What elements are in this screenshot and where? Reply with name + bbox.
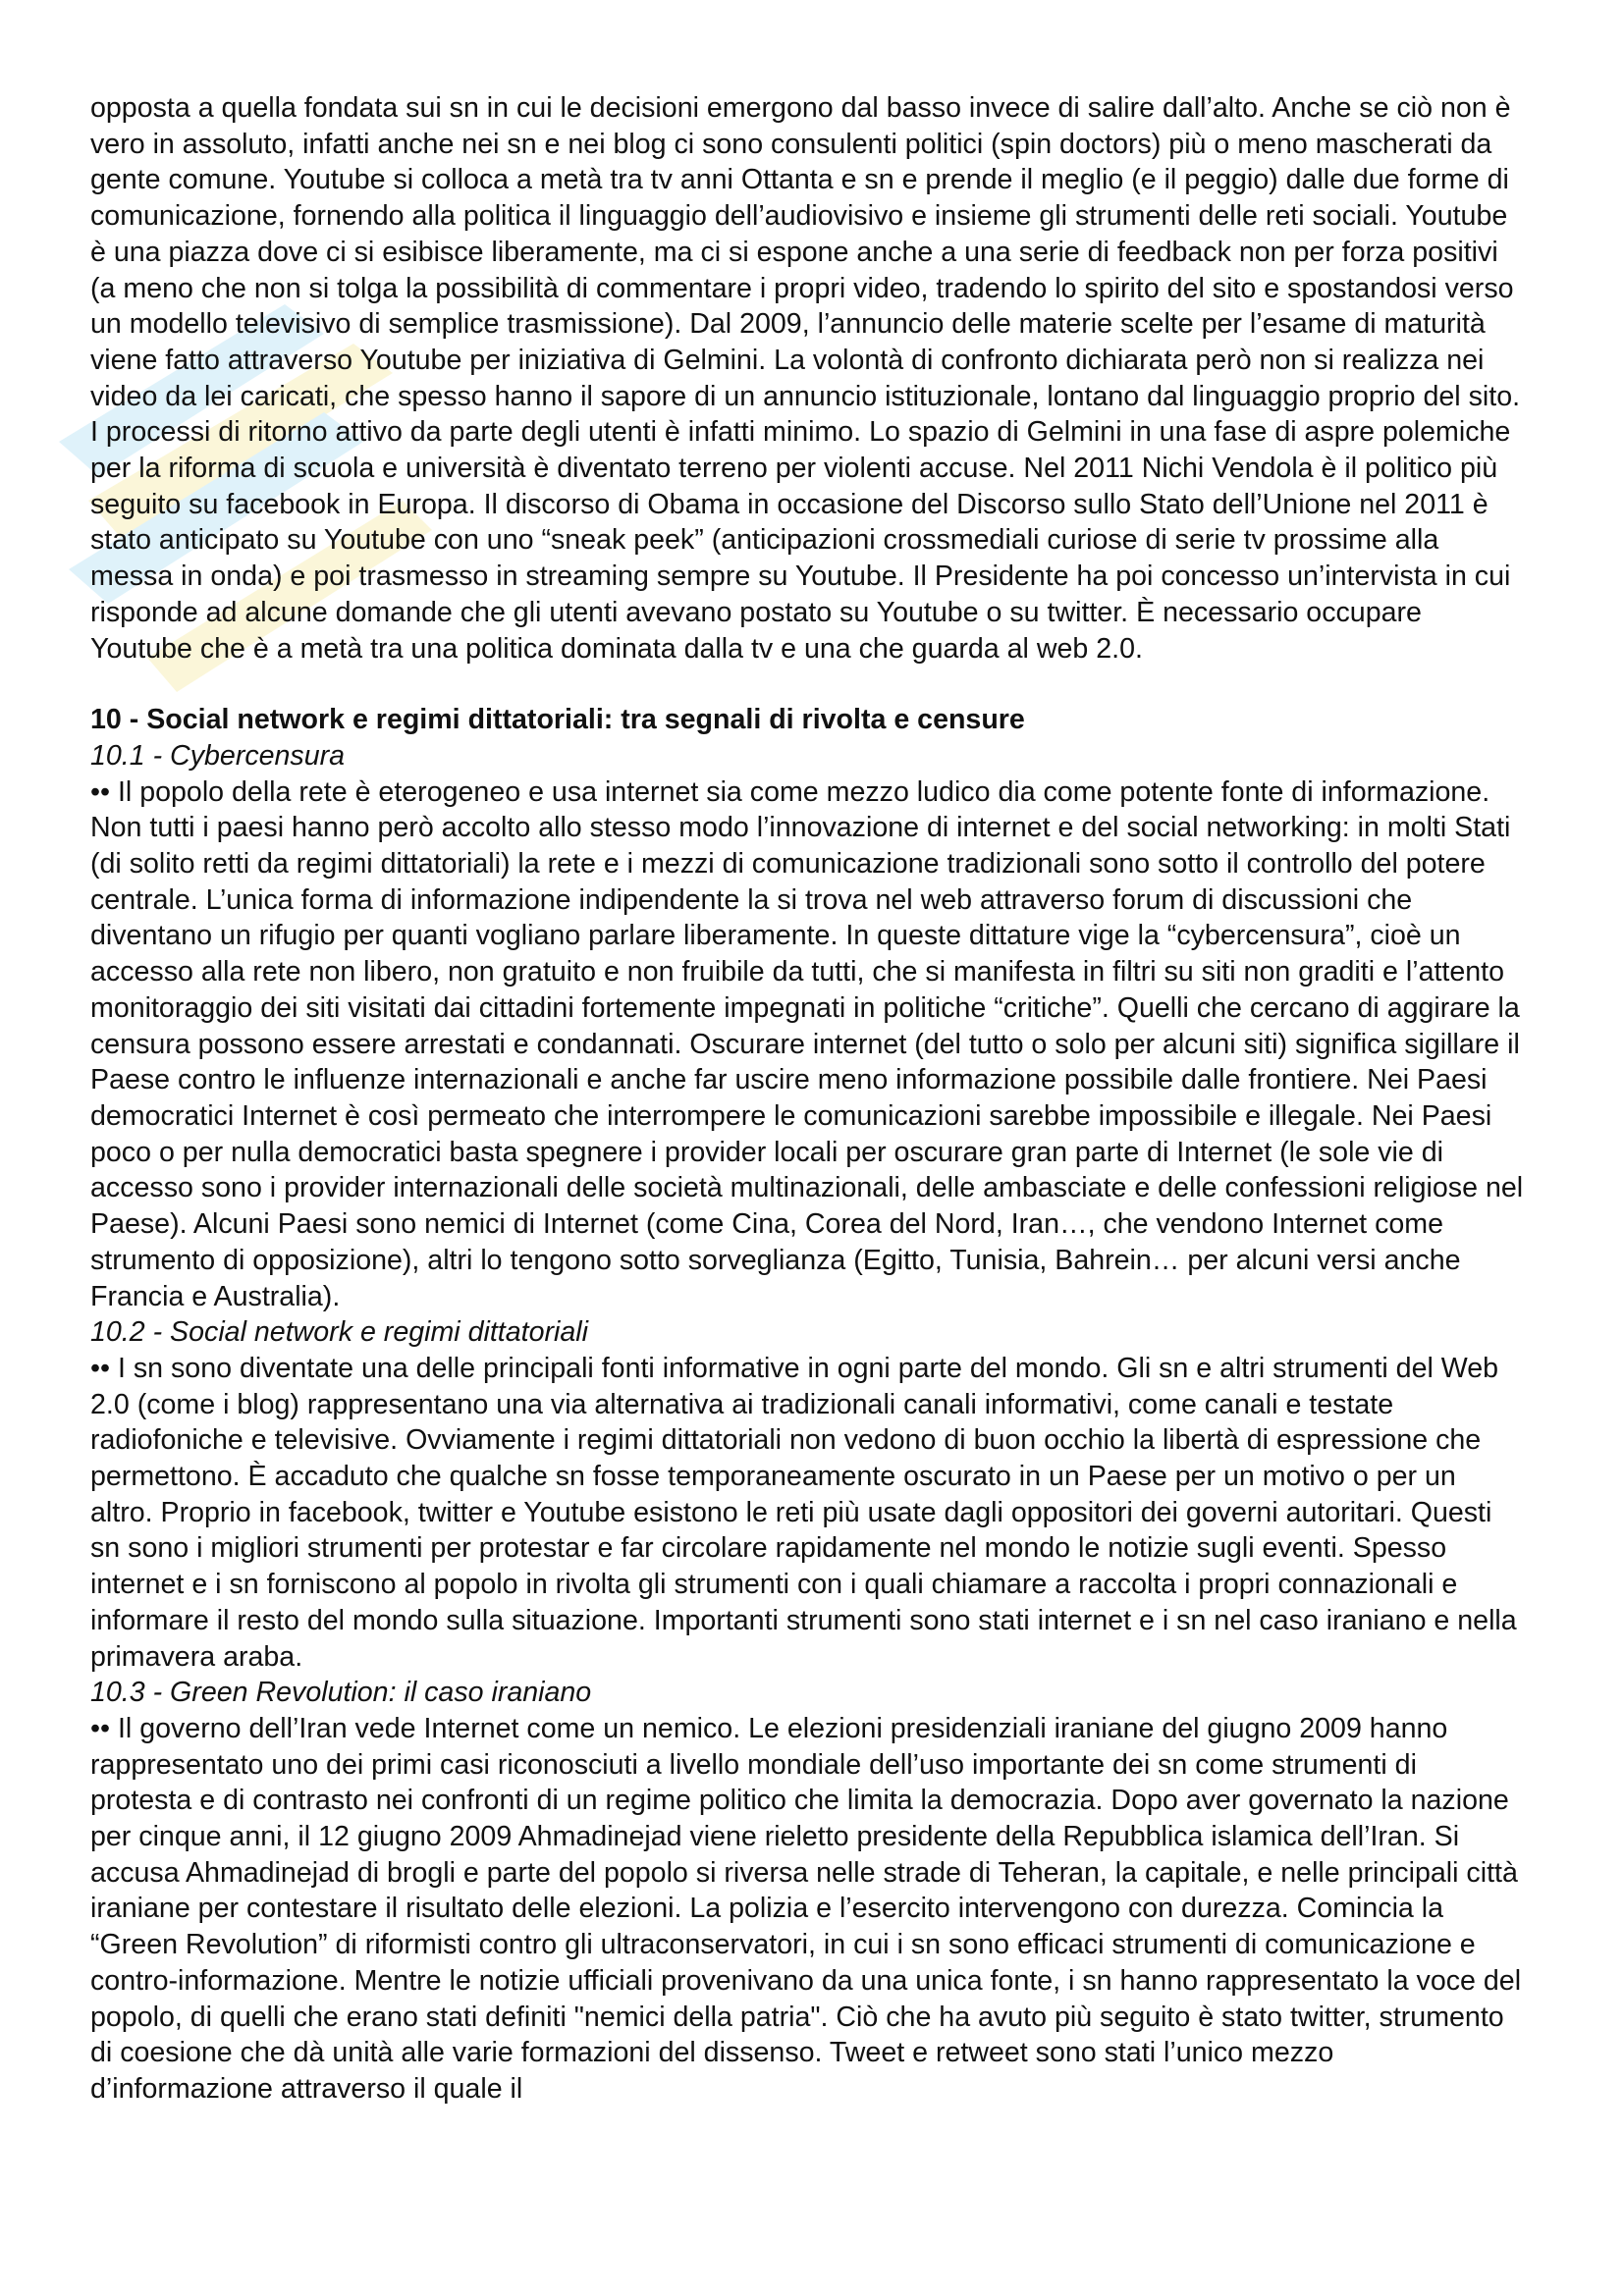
section-title: 10 - Social network e regimi dittatoriali: tra segnali di rivolta e censure [90, 704, 1025, 736]
subsection-body-social-network: •• I sn sono diventate una delle principali fonti informative in ogni parte del mondo. Gli sn e altri strumenti del Web 2.0 (come i blog) rappresentano una via alternativa ai tradizionali canali informativi, come canali e testate radiofoniche e televisive. Ovviamente i regimi dittatoriali non vedono di buon occhio la libertà di espressione che permettono. È accaduto che qualche sn fosse temporaneamente oscurato in un Paese per un motivo o per un altro. Proprio in facebook, twitter e Youtube esistono le reti più usate dagli oppositori dei governi autoritari. Questi sn sono i migliori strumenti per protestar e far circolare rapidamente nel mondo le notizie sugli eventi. Spesso internet e i sn forniscono al popolo in rivolta gli strumenti con i quali chiamare a raccolta i propri connazionali e informare il resto del mondo sulla situazione. Importanti strumenti sono stati internet e i sn nel caso iraniano e nella primavera araba. [90, 1352, 1517, 1673]
paragraph-gap [90, 667, 1524, 702]
subsection-title-green-revolution: 10.3 - Green Revolution: il caso iraniano [90, 1677, 592, 1709]
document-page [90, 90, 1524, 2108]
subsection-body-cybercensura: •• Il popolo della rete è eterogeneo e usa internet sia come mezzo ludico dia come potente fonte di informazione. Non tutti i paesi hanno però accolto allo stesso modo l’innovazione di internet e del social networking: in molti Stati (di solito retti da regimi dittatoriali) la rete e i mezzi di comunicazione tradizionali sono sotto il controllo del potere centrale. L’unica forma di informazione indipendente la si trova nel web attraverso forum di discussioni che diventano un rifugio per quanti vogliano parlare liberamente. In queste dittature vige la “cybercensura”, cioè un accesso alla rete non libero, non gratuito e non fruibile da tutti, che si manifesta in filtri su siti non graditi e l’attento monitoraggio dei siti visitati dai cittadini fortemente impegnati in politiche “critiche”. Quelli che cercano di aggirare la censura possono essere arrestati e condannati. Oscurare internet (del tutto o solo per alcuni siti) significa sigillare il Paese contro le influenze internazionali e anche far uscire meno informazione possibile dalle frontiere. Nei Paesi democratici Internet è così permeato che interrompere le comunicazioni sarebbe impossibile e illegale. Nei Paesi poco o per nulla democratici basta spegnere i provider locali per oscurare gran parte di Internet (le sole vie di accesso sono i provider internazionali delle società multinazionali, delle ambasciate e delle confessioni religiose nel Paese). Alcuni Paesi sono nemici di Internet (come Cina, Corea del Nord, Iran…, che vendono Internet come strumento di opposizione), altri lo tengono sotto sorveglianza (Egitto, Tunisia, Bahrein… per alcuni versi anche Francia e Australia). [90, 775, 1524, 1312]
subsection-body-green-revolution: •• Il governo dell’Iran vede Internet come un nemico. Le elezioni presidenziali iraniane del giugno 2009 hanno rappresentato uno dei primi casi riconosciuti a livello mondiale dell’uso importante dei sn come strumenti di protesta e di contrasto nei confronti di un regime politico che limita la democrazia. Dopo aver governato la nazione per cinque anni, il 12 giugno 2009 Ahmadinejad viene rieletto presidente della Repubblica islamica dell’Iran. Si accusa Ahmadinejad di brogli e parte del popolo si riversa nelle strade di Teheran, la capitale, e nelle principali città iraniane per contestare il risultato delle elezioni. La polizia e l’esercito intervengono con durezza. Comincia la “Green Revolution” di riformisti contro gli ultraconservatori, in cui i sn sono efficaci strumenti di comunicazione e contro-informazione. Mentre le notizie ufficiali provenivano da una unica fonte, i sn hanno rappresentato la voce del popolo, di quelli che erano stati definiti "nemici della patria". Ciò che ha avuto più seguito è stato twitter, strumento di coesione che dà unità alle varie formazioni del dissenso. Tweet e retweet sono stati l’unico mezzo d’informazione attraverso il quale il [90, 1712, 1522, 2105]
subsection-title-cybercensura: 10.1 - Cybercensura [90, 739, 346, 772]
subsection-title-social-network: 10.2 - Social network e regimi dittatoriali [90, 1316, 588, 1349]
intro-paragraph: opposta a quella fondata sui sn in cui le decisioni emergono dal basso invece di salire dall’alto. Anche se ciò non è vero in assoluto, infatti anche nei sn e nei blog ci sono consulenti politici (spin doctors) più o meno mascherati da gente comune. Youtube si colloca a metà tra tv anni Ottanta e sn e prende il meglio (e il peggio) dalle due forme di comunicazione, fornendo alla politica il linguaggio dell’audiovisivo e insieme gli strumenti delle reti sociali. Youtube è una piazza dove ci si esibisce liberamente, ma ci si espone anche a una serie di feedback non per forza positivi (a meno che non si tolga la possibilità di commentare i propri video, tradendo lo spirito del sito e spostandosi verso un modello televisivo di semplice trasmissione). Dal 2009, l’annuncio delle materie scelte per l’esame di maturità viene fatto attraverso Youtube per iniziativa di Gelmini. La volontà di confronto dichiarata però non si realizza nei video da lei caricati, che spesso hanno il sapore di un annuncio istituzionale, lontano dal linguaggio proprio del sito. I processi di ritorno attivo da parte degli utenti è infatti minimo. Lo spazio di Gelmini in una fase di aspre polemiche per la riforma di scuola e università è diventato terreno per violenti accuse. Nel 2011 Nichi Vendola è il politico più seguito su facebook in Europa. Il discorso di Obama in occasione del Discorso sullo Stato dell’Unione nel 2011 è stato anticipato su Youtube con uno “sneak peek” (anticipazioni crossmediali curiose di serie tv prossime alla messa in onda) e poi trasmesso in streaming sempre su Youtube. Il Presidente ha poi concesso un’intervista in cui risponde ad alcune domande che gli utenti avevano postato su Youtube o su twitter. È necessario occupare Youtube che è a metà tra una politica dominata dalla tv e una che guarda al web 2.0. [90, 92, 1521, 665]
